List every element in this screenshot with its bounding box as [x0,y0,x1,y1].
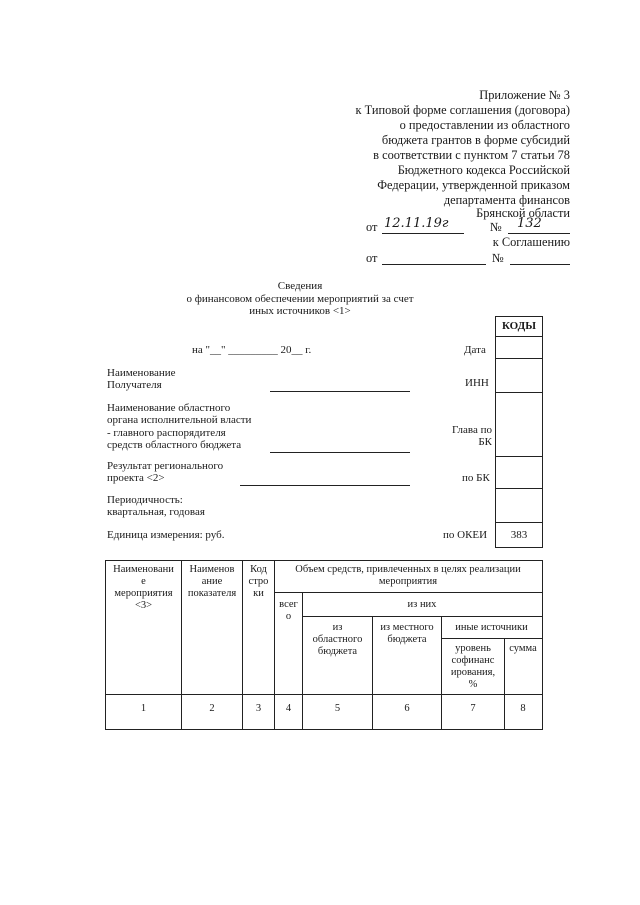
col-indicator-name: Наименов ание показателя [187,564,237,599]
project-result-input-line [240,485,410,486]
header-line: в соответствии с пунктом 7 статьи 78 [373,148,570,162]
okei-label: по ОКЕИ [443,529,488,541]
document-title: Сведения [277,280,323,292]
authority-input-line [270,452,410,453]
col-number: 1 [140,703,147,714]
header-line: к Типовой форме соглашения (договора) [355,103,570,117]
agreement-ref: к Соглашению [492,235,570,249]
col-other-sources: иные источники [455,622,528,633]
date-label: Дата [464,344,486,356]
bk-head-label: Глава по БК [452,424,492,449]
col-number: 5 [334,703,341,714]
col-of-them: из них [407,599,437,610]
col-number: 4 [285,703,292,714]
col-number: 3 [255,703,262,714]
document-subtitle: о финансовом обеспечении мероприятий за счет [186,293,414,305]
report-date-line: на "__" _________ 20__ г. [192,344,312,356]
inn-label: ИНН [465,377,489,389]
col-cofinancing-level: уровень софинанс ирования, % [450,643,496,690]
col-number: 7 [470,703,476,714]
header-line: Брянской области [476,206,570,220]
header-line: департамента финансов [443,193,570,207]
col-number: 2 [209,703,215,714]
col-row-code: Код стро ки [248,564,269,599]
order-date: 12.11.19г [384,216,449,231]
project-result-label: Результат регионального проекта <2> [107,460,224,485]
periodicity-label: Периодичность: квартальная, годовая [107,494,205,519]
header-line: Бюджетного кодекса Российской [397,163,570,177]
header-line: Федерации, утвержденной приказом [377,178,570,192]
col-local-budget: из местного бюджета [380,622,434,645]
recipient-input-line [270,391,410,392]
agreement-number-line [510,264,570,265]
col-event-name: Наименовани е мероприятия <3> [113,564,174,611]
col-group-funds: Объем средств, привлеченных в целях реализации мероприятия [295,564,521,587]
bk-label: по БК [462,472,490,484]
order-number: 132 [517,216,542,231]
col-regional-budget: из областного бюджета [312,622,363,657]
order-prefix: от [366,220,378,234]
authority-label: Наименование областного органа исполнительной власти - главного распорядителя средств областного бюджета [107,402,252,452]
agreement-number-prefix: № [492,251,504,265]
header-line: бюджета грантов в форме субсидий [381,133,570,147]
order-number-prefix: № [490,220,502,234]
col-number: 8 [520,703,526,714]
header-line: Приложение № 3 [479,88,570,102]
order-number-line [508,233,570,234]
agreement-date-prefix: от [366,251,378,265]
col-total: всег о [279,599,298,622]
col-sum: сумма [509,643,537,654]
unit-label: Единица измерения: руб. [107,529,225,541]
document-subtitle-2: иных источников <1> [249,305,351,317]
okei-code: 383 [510,529,528,541]
col-number: 6 [404,703,410,714]
recipient-label: Наименование Получателя [107,367,176,392]
header-line: о предоставлении из областного [399,118,570,132]
codes-header: КОДЫ [501,320,537,332]
order-date-line [382,233,464,234]
agreement-date-line [382,264,486,265]
